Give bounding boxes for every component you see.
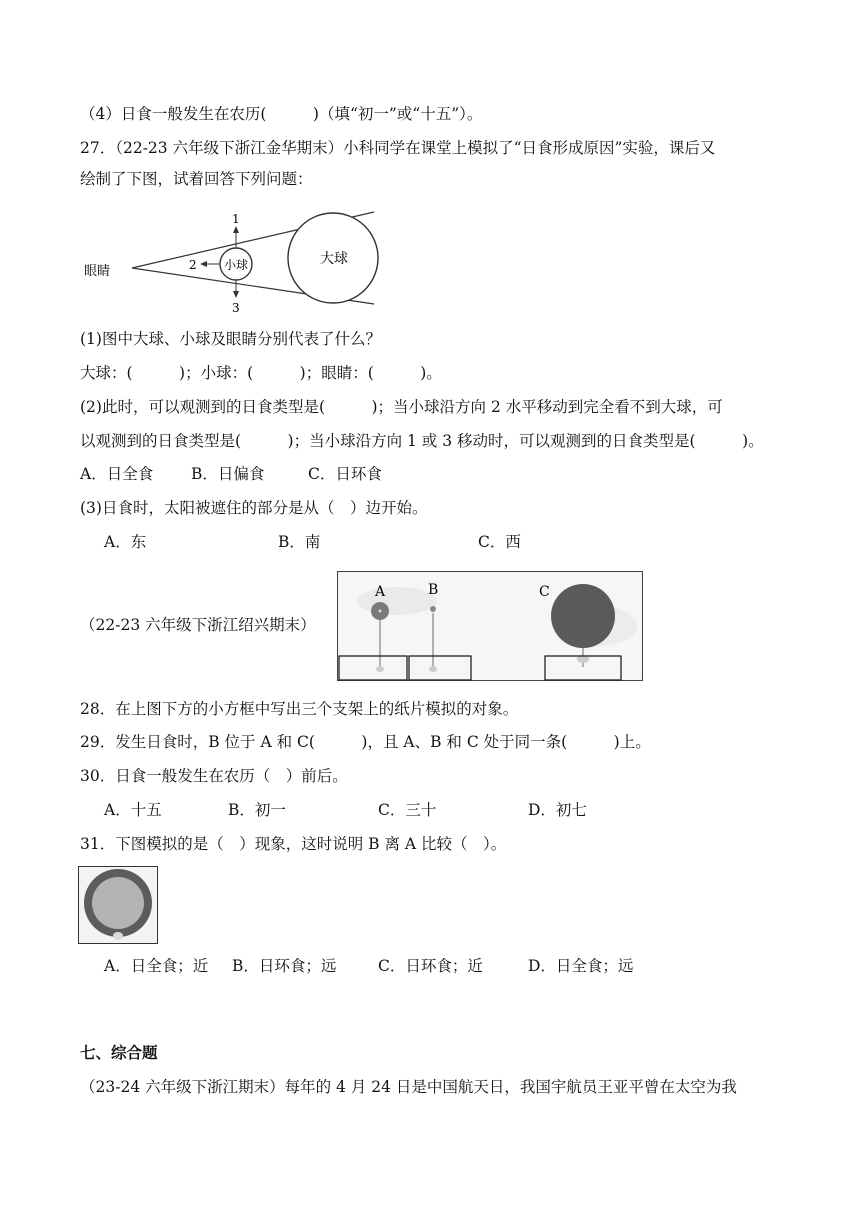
eclipse-model-photo	[337, 571, 643, 681]
q28: 28．在上图下方的小方框中写出三个支架上的纸片模拟的对象。	[80, 700, 519, 718]
option-c: C．日环食	[308, 465, 382, 483]
option-d: D．日全食；远	[528, 957, 634, 975]
q30: 30．日食一般发生在农历（ ）前后。	[80, 767, 348, 785]
q27-part1: (1)图中大球、小球及眼睛分别代表了什么？	[80, 330, 381, 348]
direction-2-label: 2	[189, 258, 197, 272]
option-a: A．东	[104, 533, 147, 551]
q28-31-source: （22-23 六年级下浙江绍兴期末）	[80, 616, 316, 634]
option-d: D．初七	[528, 801, 587, 819]
annular-eclipse-photo	[78, 866, 158, 944]
photo-label-b: B	[428, 582, 439, 598]
q29: 29．发生日食时，B 位于 A 和 C( )，且 A、B 和 C 处于同一条( )上。	[80, 733, 651, 751]
q27-part2-line1: (2)此时，可以观测到的日食类型是( )；当小球沿方向 2 水平移动到完全看不到大球，可	[80, 398, 723, 416]
option-c: C．日环食；近	[378, 957, 483, 975]
ball-c	[551, 584, 615, 648]
option-a: A．十五	[104, 801, 162, 819]
big-ball-label: 大球	[320, 251, 348, 267]
section-7-line1: （23-24 六年级下浙江期末）每年的 4 月 24 日是中国航天日，我国宇航员王亚平曾在太空为我	[80, 1078, 737, 1096]
photo-label-c: C	[539, 584, 550, 600]
q31: 31．下图模拟的是（ ）现象，这时说明 B 离 A 比较（ ）。	[80, 835, 507, 853]
option-c: C．三十	[378, 801, 437, 819]
small-ball-label: 小球	[224, 258, 249, 272]
section-7-title: 七、综合题	[80, 1043, 158, 1062]
q27-stem-line1: 27．（22-23 六年级下浙江金华期末）小科同学在课堂上模拟了“日食形成原因”实验，课后又	[80, 139, 716, 157]
option-a: A．日全食；近	[104, 957, 209, 975]
eclipse-diagram	[84, 206, 384, 316]
q27-stem-line2: 绘制了下图，试着回答下列问题：	[80, 170, 313, 188]
q26-part4: （4）日食一般发生在农历( )（填“初一”或“十五”）。	[80, 105, 483, 123]
q27-part1-blanks: 大球：( )；小球：( )；眼睛：( )。	[80, 364, 442, 382]
option-c: C．西	[478, 533, 521, 551]
direction-3-label: 3	[232, 301, 240, 315]
q27-part2-line2: 以观测到的日食类型是( )；当小球沿方向 1 或 3 移动时，可以观测到的日食类型是( )。	[80, 432, 764, 450]
q27-part3: (3)日食时，太阳被遮住的部分是从（ ）边开始。	[80, 499, 428, 517]
option-b: B．日环食；远	[232, 957, 337, 975]
option-b: B．南	[278, 533, 321, 551]
direction-1-label: 1	[232, 212, 240, 226]
option-a: A．日全食	[80, 465, 154, 483]
option-b: B．日偏食	[191, 465, 265, 483]
option-b: B．初一	[228, 801, 286, 819]
eye-label: 眼睛	[84, 264, 111, 279]
small-disc	[92, 877, 144, 929]
ball-b	[430, 606, 436, 612]
photo-label-a: A	[375, 584, 386, 600]
